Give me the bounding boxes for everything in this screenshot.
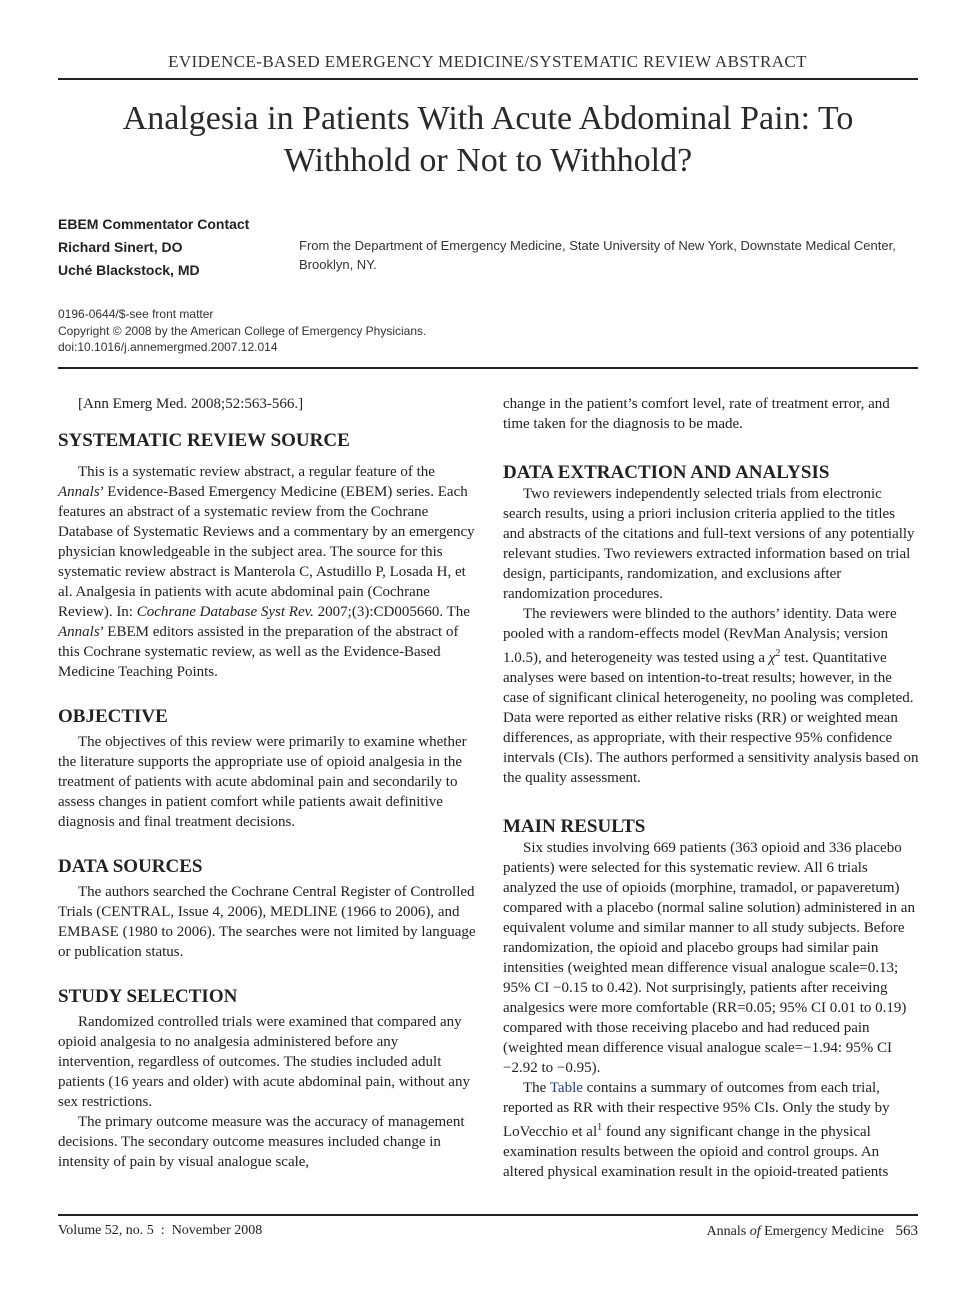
copyright: Copyright © 2008 by the American College of Emergency Physicians. xyxy=(58,323,427,338)
section-heading: SYSTEMATIC REVIEW SOURCE xyxy=(58,430,350,451)
footer-rule xyxy=(58,1214,918,1216)
paragraph: change in the patient’s comfort level, rate of treatment error, and time taken for the diagnosis to be made. xyxy=(503,396,890,432)
page-number: 563 xyxy=(895,1223,918,1239)
paragraph: The authors searched the Cochrane Central Register of Controlled Trials (CENTRAL, Issue 4, 2006), MEDLINE (1966 to 2006), and EMBASE (1980 to 2006). The searches were not limited by language or publication status. xyxy=(58,884,476,960)
meta-rule xyxy=(58,367,918,369)
table-link[interactable]: Table xyxy=(549,1080,583,1096)
paragraph: The primary outcome measure was the accuracy of management decisions. The secondary outcome measures included change in intensity of pain by visual analogue scale, xyxy=(58,1114,465,1170)
paragraph: The Table contains a summary of outcomes from each trial, reported as RR with their respective 95% CIs. Only the study by LoVecchio et $al^1$ found any significant change in the physical examination results between the opioid and control groups. An altered physical examination result in the opioid-treated patients xyxy=(503,1080,890,1180)
contact-label: EBEM Commentator Contact xyxy=(58,216,250,232)
left-column xyxy=(58,394,476,1172)
section-heading: DATA SOURCES xyxy=(58,856,203,877)
author-block xyxy=(58,213,249,282)
header-rule xyxy=(58,78,918,80)
citation: [Ann Emerg Med. 2008;52:563-566.] xyxy=(78,396,304,412)
paragraph: Six studies involving 669 patients (363 opioid and 336 placebo patients) were selected for this systematic review. All 6 trials analyzed the use of opioids (morphine, tramadol, or papaveretum) compared with a placebo (normal saline solution) administered in an equivalent volume and similar manner to all study subjects. Before randomization, the opioid and placebo groups had similar pain intensities (weighted mean difference visual analogue scale=0.13; 95% CI −0.15 to 0.42). Not surprisingly, patients after receiving analgesics were more comfortable (RR=0.05; 95% CI 0.01 to 0.19) compared with those receiving placebo and had reduced pain (weighted mean difference visual analogue scale=−1.94: 95% CI −2.92 to −0.95). xyxy=(503,840,915,1076)
right-column xyxy=(503,394,919,1182)
footer-volume: Volume 52, no. 5 : November 2008 xyxy=(58,1223,263,1238)
paragraph: Two reviewers independently selected trials from electronic search results, using a priori inclusion criteria applied to the titles and abstracts of the citations and full-text versions of any potentially relevant studies. Two reviewers extracted information based on trial design, participants, randomization, and exclusions after randomization procedures. xyxy=(503,486,915,602)
paragraph: Randomized controlled trials were examined that compared any opioid analgesia to no analgesia administered before any intervention, regardless of outcomes. The studies included adult patients (16 years and older) with acute abdominal pain, without any sex restrictions. xyxy=(58,1014,470,1110)
section-label: EVIDENCE-BASED EMERGENCY MEDICINE/SYSTEMATIC REVIEW ABSTRACT xyxy=(168,52,807,71)
affiliation: From the Department of Emergency Medicine, State University of New York, Downstate Medical Center, Brooklyn, NY. xyxy=(299,238,896,272)
author-name: Richard Sinert, DO xyxy=(58,239,183,255)
paragraph: The reviewers were blinded to the authors’ identity. Data were pooled with a random-effects model (RevMan Analysis; version 1.0.5), and heterogeneity was tested using a $\chi^2$ test. Quantitative analyses were based on intention-to-treat results; however, in the case of significant clinical heterogeneity, no pooling was completed. Data were reported as either relative risks (RR) or weighted mean differences, as appropriate, with their respective 95% confidence intervals (CIs). The authors performed a sensitivity analysis based on the quality assessment. xyxy=(503,606,919,786)
section-heading: STUDY SELECTION xyxy=(58,986,238,1007)
paragraph: This is a systematic review abstract, a regular feature of the Annals’ Evidence-Based Emergency Medicine (EBEM) series. Each features an abstract of a systematic review from the Cochrane Database of Systematic Reviews and a commentary by an emergency physician knowledgeable in the subject area. The source for this systematic review abstract is Manterola C, Astudillo P, Losada H, et al. Analgesia in patients with acute abdominal pain (Cochrane Review). In: Cochrane Database Syst Rev. 2007;(3):CD005660. The Annals’ EBEM editors assisted in the preparation of the abstract of this Cochrane systematic review, as well as the Evidence-Based Medicine Teaching Points. xyxy=(58,464,475,680)
issn: 0196-0644/$-see front matter xyxy=(58,307,214,321)
paragraph: The objectives of this review were primarily to examine whether the literature supports the appropriate use of opioid analgesia in the treatment of patients with acute abdominal pain and secondarily to assess changes in patient comfort while patients await definitive diagnosis and final treatment decisions. xyxy=(58,734,467,830)
article-meta xyxy=(58,306,426,356)
section-heading: DATA EXTRACTION AND ANALYSIS xyxy=(503,462,830,483)
section-heading: OBJECTIVE xyxy=(58,706,168,727)
reference-link[interactable]: 1 xyxy=(597,1122,603,1133)
doi: doi:10.1016/j.annemergmed.2007.12.014 xyxy=(58,340,278,354)
footer-journal: Annals of Emergency Medicine 563 xyxy=(706,1223,918,1239)
article-title: Analgesia in Patients With Acute Abdominal Pain: To Withhold or Not to Withhold? xyxy=(122,100,854,179)
author-name: Uché Blackstock, MD xyxy=(58,262,200,278)
section-heading: MAIN RESULTS xyxy=(503,816,646,837)
